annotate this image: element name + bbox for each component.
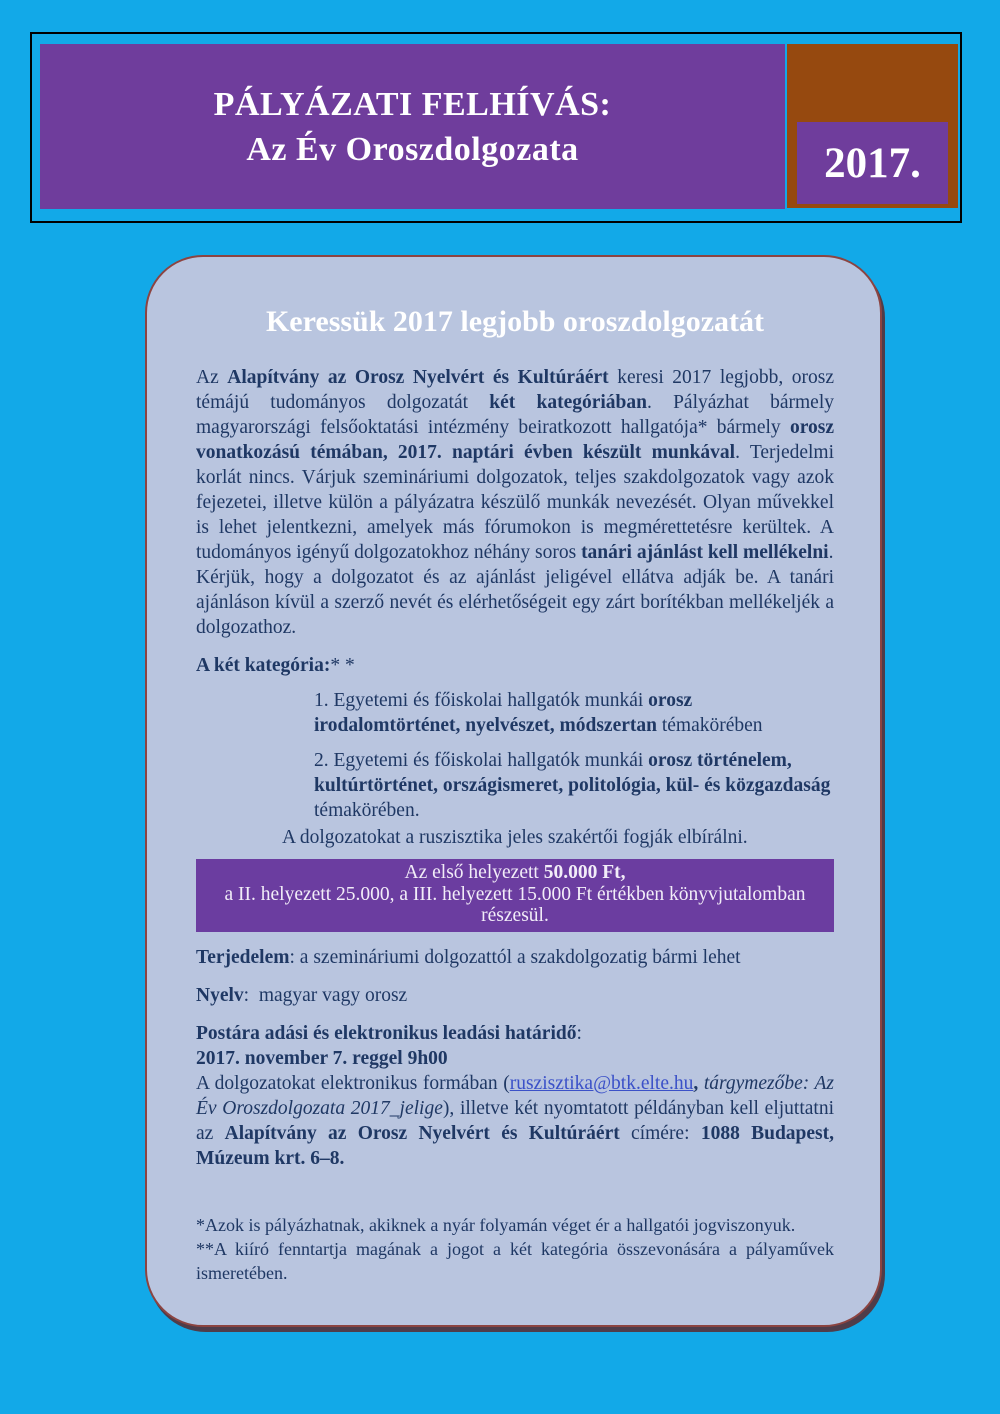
prize-banner [196,859,834,932]
page-title [214,82,612,172]
language-row: Nyelv: magyar vagy orosz [196,984,408,1006]
deadline-date: 2017. november 7. reggel 9h00 [196,1047,448,1069]
length-row: Terjedelem: a szemináriumi dolgozattól a szakdolgozatig bármi lehet [196,946,741,968]
footnote-2: **A kiíró fenntartja magának a jogot a két kategória összevonására a pályaművek ismeretében. [196,1238,834,1283]
submission-paragraph: A dolgozatokat elektronikus formában (ruszisztika@btk.elte.hu, tárgymezőbe: Az Év Oroszdolgozata 2017_jelige), illetve két nyomtatott példányban kell eljuttatni az Alapítvány az Orosz Nyelvért és Kultúráért címére: 1088 Budapest, Múzeum krt. 6–8. [196,1072,835,1169]
header-title-box [40,44,785,209]
year-label: 2017. [797,122,948,204]
footnotes [196,1213,834,1285]
category-item-1: 1. Egyetemi és főiskolai hallgatók munkái orosz irodalomtörténet, nyelvészet, módszertan témakörében [314,690,763,736]
prize-line-1: Az első helyezett 50.000 Ft, [404,862,626,883]
year-badge [787,44,958,208]
prize-line-2: a II. helyezett 25.000, a III. helyezett 15.000 Ft értékben könyvjutalomban [224,883,806,905]
page-title-line2: Az Év Oroszdolgozata [246,130,579,168]
jury-line: A dolgozatokat a ruszisztika jeles szakértői fogják elbírálni. [282,827,748,848]
email-link[interactable]: ruszisztika@btk.elte.hu [509,1072,694,1094]
second-paragraph: Kérjük, hogy a dolgozatot és az ajánlást jeligével ellátva adják be. A tanári ajánláson kívül a szerző nevét és elérhetőségeit egy zárt borítékban mellékeljék a dolgozathoz. [196,567,834,638]
header-banner [30,32,962,223]
categories-heading: A két kategória:* * [196,655,355,676]
prize-line-3: részesül. [481,905,549,926]
category-item-2: 2. Egyetemi és főiskolai hallgatók munkái orosz történelem, kultúrtörténet, országismeret, politológia, kül- és közgazdaság témakörében. [314,750,831,821]
card-title: Keressük 2017 legjobb oroszdolgozatát [265,305,765,338]
page-title-line1: PÁLYÁZATI FELHÍVÁS: [213,85,612,123]
content-card [145,255,882,1327]
footnote-1: *Azok is pályázhatnak, akiknek a nyár folyamán véget ér a hallgatói jogviszonyuk. [196,1214,796,1235]
intro-paragraph: Az Alapítvány az Orosz Nyelvért és Kultúráért keresi 2017 legjobb, orosz témájú tudományos dolgozatát két kategóriában. Pályázhat bármely magyarországi felsőoktatási intézmény beiratkozott hallgatója* bármely orosz vonatkozású témában, 2017. naptári évben készült munkával. Terjedelmi korlát nincs. Várjuk szemináriumi dolgozatok, teljes szakdolgozatok vagy azok fejezetei, illetve külön a pályázatra készülő munkák nevezését. Olyan művekkel is lehet jelentkezni, amelyek más fórumokon is megmérettetésre kerültek. A tudományos igényű dolgozatokhoz néhány soros tanári ajánlást kell mellékelni. [196,367,835,563]
deadline-label: Postára adási és elektronikus leadási határidő: [196,1022,582,1044]
